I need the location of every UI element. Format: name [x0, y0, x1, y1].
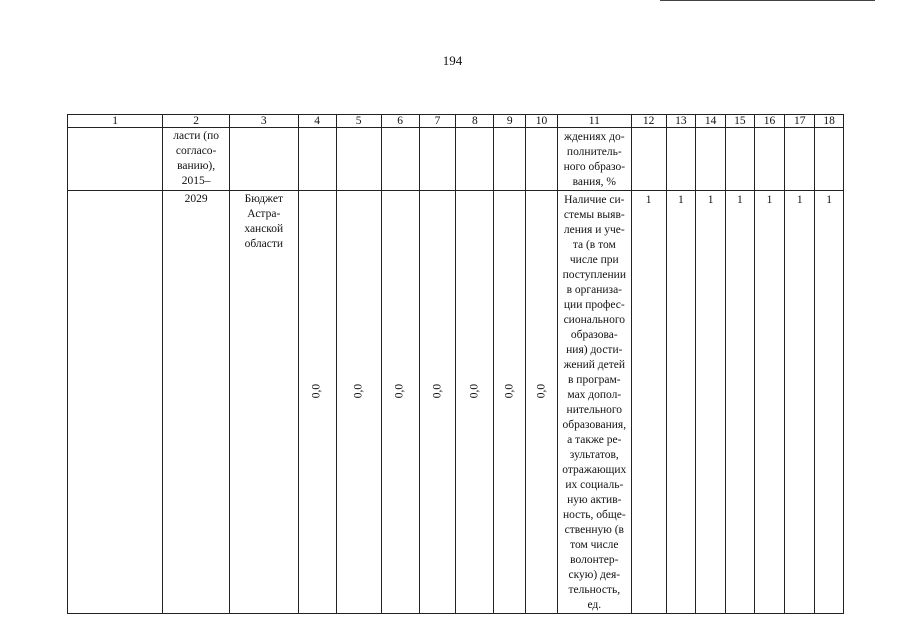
indicator-value: 1: [678, 194, 684, 206]
budget-table: [67, 114, 844, 614]
table-cell: [631, 128, 666, 191]
responsible-text: ласти (по согласо- ванию), 2015–: [173, 130, 220, 187]
table-cell: [163, 128, 230, 191]
table-cell: [754, 191, 785, 614]
period-text: 2029: [184, 193, 208, 205]
table-cell: [494, 191, 526, 614]
top-rule: [660, 0, 875, 1]
table-cell: [696, 191, 726, 614]
indicator-text: ждениях до- полнитель- ного образо- вания, %: [563, 131, 626, 188]
col-header: 2: [163, 115, 230, 128]
page-number: 194: [442, 53, 463, 68]
table-cell: [68, 128, 163, 191]
indicator-value: 1: [796, 194, 803, 206]
funding-source-text: Бюджет Астра- ханской области: [244, 193, 284, 250]
table-cell: [419, 128, 456, 191]
value-cell: 0,0: [535, 383, 548, 399]
value-cell: 0,0: [468, 383, 481, 399]
table-cell: [557, 128, 631, 191]
col-header: 5: [336, 115, 381, 128]
table-row: [68, 128, 844, 191]
col-header: 6: [381, 115, 419, 128]
table-cell: [815, 128, 844, 191]
table-cell: [725, 191, 754, 614]
col-header: 16: [754, 115, 785, 128]
value-cell: 0,0: [503, 383, 516, 399]
table-cell: [526, 191, 558, 614]
indicator-value: 1: [736, 194, 743, 206]
table-row: [68, 191, 844, 614]
indicator-value: 1: [766, 194, 773, 206]
table-cell: [754, 128, 785, 191]
indicator-text: Наличие си- стемы выяв- ления и уче- та (в том числе при поступлении в организа- ции профес- сионального образова- ния) дости- жений детей в програм- мах допол- нительного образования, а также ре- зультатов, отражающих их социаль- ную актив- ность, обще- ственную (в том числе волонтер- скую) дея- тельность, ед.: [562, 194, 627, 611]
col-header: 9: [494, 115, 526, 128]
table-cell: [298, 191, 336, 614]
table-cell: [381, 191, 419, 614]
indicator-value: 1: [645, 194, 652, 206]
col-header: 17: [785, 115, 815, 128]
table-cell: [336, 128, 381, 191]
table-cell: [68, 191, 163, 614]
value-cell: 0,0: [431, 383, 443, 399]
col-header: 13: [666, 115, 696, 128]
value-cell: 0,0: [393, 383, 406, 399]
col-header: 1: [68, 115, 163, 128]
table-cell: [631, 191, 666, 614]
col-header: 14: [696, 115, 726, 128]
col-header: 4: [298, 115, 336, 128]
table-cell: [163, 191, 230, 614]
table-cell: [229, 128, 298, 191]
table-cell: [298, 128, 336, 191]
col-header: 3: [229, 115, 298, 128]
value-cell: 0,0: [352, 383, 365, 399]
col-header: 10: [526, 115, 558, 128]
table-cell: [456, 191, 494, 614]
table-cell: [557, 191, 631, 614]
table-cell: [494, 128, 526, 191]
table-cell: [785, 191, 815, 614]
indicator-value: 1: [707, 194, 714, 206]
table-cell: [785, 128, 815, 191]
col-header: 12: [631, 115, 666, 128]
table-cell: [526, 128, 558, 191]
col-header: 18: [815, 115, 844, 128]
table-cell: [696, 128, 726, 191]
table-cell: [725, 128, 754, 191]
table-cell: [666, 128, 696, 191]
col-header: 15: [725, 115, 754, 128]
table-cell: [815, 191, 844, 614]
col-header: 11: [557, 115, 631, 128]
table-cell: [229, 191, 298, 614]
indicator-value: 1: [826, 194, 832, 206]
col-header: 7: [419, 115, 456, 128]
col-header: 8: [456, 115, 494, 128]
value-cell: 0,0: [310, 383, 323, 399]
table-cell: [666, 191, 696, 614]
table-cell: [381, 128, 419, 191]
table-cell: [419, 191, 456, 614]
table-cell: [456, 128, 494, 191]
table-cell: [336, 191, 381, 614]
header-row: [68, 115, 844, 128]
